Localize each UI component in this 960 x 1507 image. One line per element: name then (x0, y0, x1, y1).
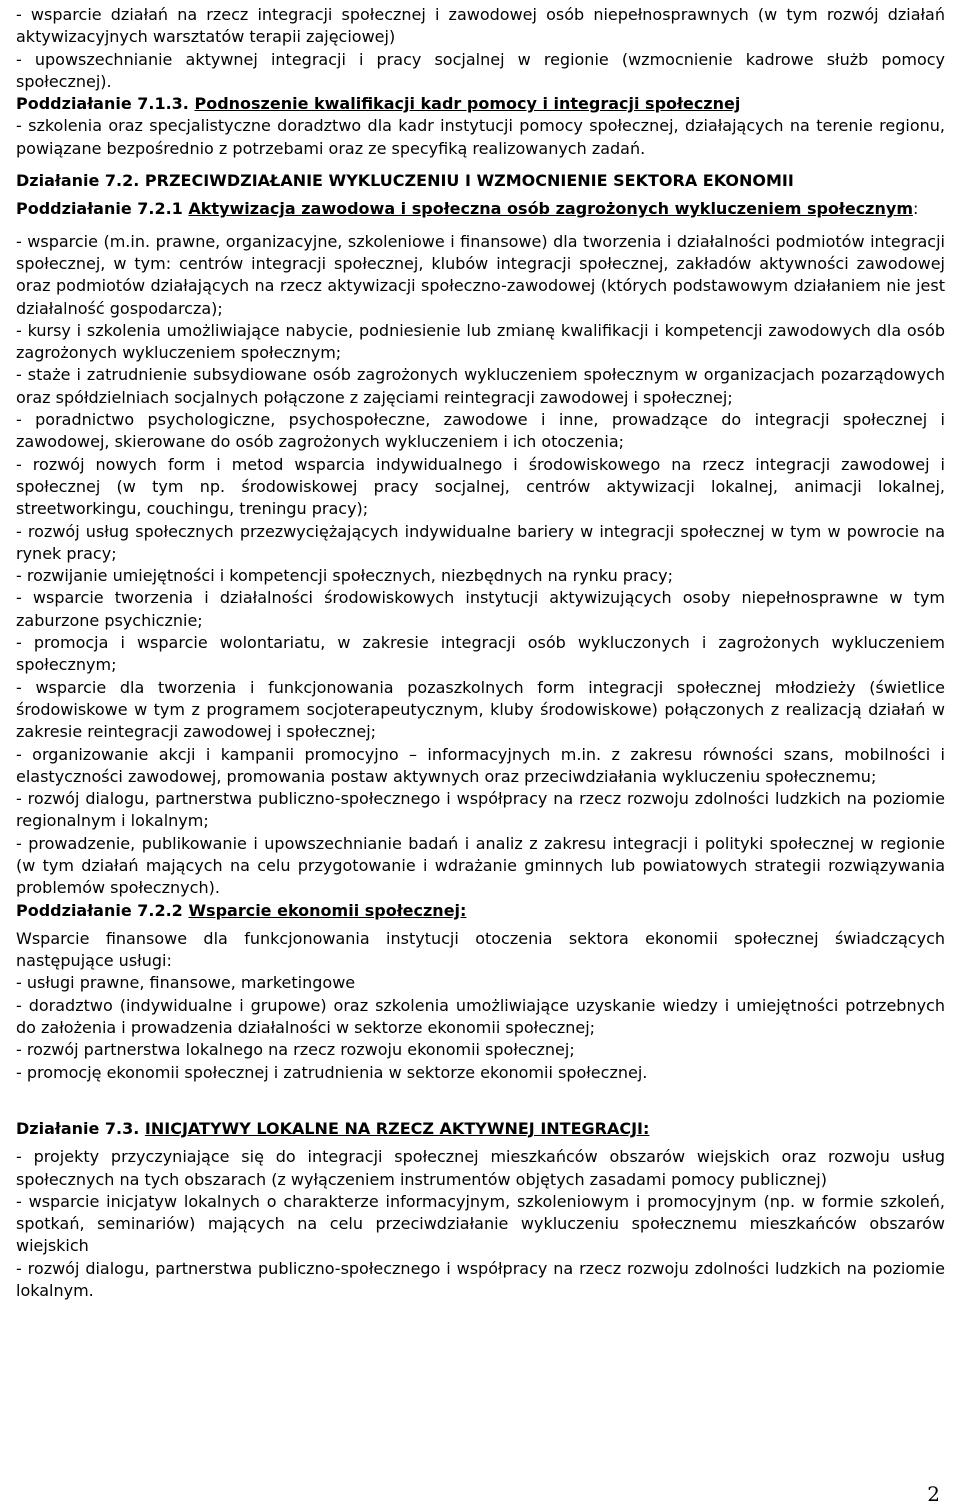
subsection-7-1-3-heading (16, 93, 945, 115)
list-item: - prowadzenie, publikowanie i upowszechnianie badań i analiz z zakresu integracji i polityki społecznej w regionie (w tym działań mających na celu przygotowanie i wdrażanie gminnych lub powiatowych strategii rozwiązywania problemów społecznych). (16, 833, 945, 898)
subsection-7-2-1-heading (16, 198, 945, 220)
list-item: - rozwój nowych form i metod wsparcia indywidualnego i środowiskowego na rzecz integracji zawodowej i społecznej (w tym np. środowiskowej pracy socjalnej, centrów aktywizacji lokalnej, animacji lokalnej, streetworkingu, couchingu, treningu pracy); (16, 454, 945, 519)
action-7-3-heading (16, 1118, 945, 1140)
list-item: - kursy i szkolenia umożliwiające nabycie, podniesienie lub zmianę kwalifikacji i kompetencji zawodowych dla osób zagrożonych wykluczeniem społecznym; (16, 320, 945, 363)
heading-colon: : (912, 199, 919, 219)
list-item: - rozwój dialogu, partnerstwa publiczno-społecznego i współpracy na rzecz rozwoju zdolności ludzkich na poziomie lokalnym. (16, 1258, 945, 1301)
list-item: - wsparcie (m.in. prawne, organizacyjne, szkoleniowe i finansowe) dla tworzenia i działalności podmiotów integracji społecznej, w tym: centrów integracji społecznej, klubów integracji społecznej, zakładów aktywności zawodowej oraz podmiotów działających na rzecz aktywizacji społeczno-zawodowej (których podstawowym działaniem nie jest działalność gospodarcza); (16, 231, 945, 318)
list-item: - rozwijanie umiejętności i kompetencji społecznych, niezbędnych na rynku pracy; (16, 566, 673, 586)
subsection-title: Aktywizacja zawodowa i społeczna osób zagrożonych wykluczeniem społecznym (188, 199, 913, 219)
subsection-title: Podnoszenie kwalifikacji kadr pomocy i integracji społecznej (194, 94, 741, 114)
list-item: - rozwój partnerstwa lokalnego na rzecz rozwoju ekonomii społecznej; (16, 1040, 575, 1060)
list-item: - wsparcie dla tworzenia i funkcjonowania pozaszkolnych form integracji społecznej młodzieży (świetlice środowiskowe w tym z programem socjoterapeutycznym, kluby środowiskowe) połączonych z realizacją działań w zakresie reintegracji zawodowej i społecznej; (16, 677, 945, 742)
list-item: - rozwój usług społecznych przezwyciężających indywidualne bariery w integracji społecznej w tym w powrocie na rynek pracy; (16, 521, 945, 563)
subsection-7-1-3-text: - szkolenia oraz specjalistyczne doradztwo dla kadr instytucji pomocy społecznej, działających na terenie regionu, powiązane bezpośrednio z potrzebami oraz ze specyfiką realizowanych zadań. (16, 116, 945, 158)
subsection-number: Poddziałanie 7.2.1 (16, 199, 183, 219)
action-number: Działanie 7.3. (16, 1118, 140, 1138)
page-number: 2 (927, 1482, 940, 1506)
subsection-7-2-2-heading (16, 900, 945, 922)
list-item: - poradnictwo psychologiczne, psychospołeczne, zawodowe i inne, prowadzące do integracji społecznej i zawodowej, skierowane do osób zagrożonych wykluczeniem i ich otoczenia; (16, 410, 945, 452)
document-page (16, 4, 945, 1302)
list-item: - rozwój dialogu, partnerstwa publiczno-społecznego i współpracy na rzecz rozwoju zdolności ludzkich na poziomie regionalnym i lokalnym; (16, 789, 945, 831)
action-7-2-heading: Działanie 7.2. PRZECIWDZIAŁANIE WYKLUCZENIU I WZMOCNIENIE SEKTORA EKONOMII (16, 171, 794, 191)
intro-item-2: - upowszechnianie aktywnej integracji i pracy socjalnej w regionie (wzmocnienie kadrowe służb pomocy społecznej). (16, 49, 945, 91)
list-item: - promocja i wsparcie wolontariatu, w zakresie integracji osób wykluczonych i zagrożonych wykluczeniem społecznym; (16, 633, 945, 675)
action-title: INICJATYWY LOKALNE NA RZECZ AKTYWNEJ INTEGRACJI: (144, 1118, 650, 1138)
list-item: - doradztwo (indywidualne i grupowe) oraz szkolenia umożliwiające uzyskanie wiedzy i umiejętności potrzebnych do założenia i prowadzenia działalności w sektorze ekonomii społecznej; (16, 995, 945, 1038)
intro-item-1: - wsparcie działań na rzecz integracji społecznej i zawodowej osób niepełnosprawnych (w tym rozwój działań aktywizacyjnych warsztatów terapii zajęciowej) (16, 5, 945, 47)
list-item: - usługi prawne, finansowe, marketingowe (16, 973, 356, 993)
list-item: - staże i zatrudnienie subsydiowane osób zagrożonych wykluczeniem społecznym w organizacjach pozarządowych oraz spółdzielniach socjalnych połączone z zajęciami reintegracji zawodowej i społecznej; (16, 365, 945, 407)
list-item: - organizowanie akcji i kampanii promocyjno – informacyjnych m.in. z zakresu równości szans, mobilności i elastyczności zawodowej, promowania postaw aktywnych oraz przeciwdziałania wykluczeniu społecznemu; (16, 744, 945, 786)
list-item: - wsparcie inicjatyw lokalnych o charakterze informacyjnym, szkoleniowym i promocyjnym (np. w formie szkoleń, spotkań, seminariów) mających na celu przeciwdziałanie wykluczeniu społecznemu mieszkańców obszarów wiejskich (16, 1191, 945, 1256)
subsection-number: Poddziałanie 7.2.2 (16, 900, 183, 920)
subsection-number: Poddziałanie 7.1.3. (16, 94, 189, 114)
list-item: - wsparcie tworzenia i działalności środowiskowych instytucji aktywizujących osoby niepełnosprawne w tym zaburzone psychicznie; (16, 588, 945, 630)
list-item: Wsparcie finansowe dla funkcjonowania instytucji otoczenia sektora ekonomii społecznej świadczących następujące usługi: (16, 928, 945, 971)
list-item: - promocję ekonomii społecznej i zatrudnienia w sektorze ekonomii społecznej. (16, 1062, 648, 1082)
list-item: - projekty przyczyniające się do integracji społecznej mieszkańców obszarów wiejskich oraz rozwoju usług społecznych na tych obszarach (z wyłączeniem instrumentów objętych zasadami pomocy publicznej) (16, 1147, 945, 1189)
subsection-title: Wsparcie ekonomii społecznej: (188, 900, 467, 920)
